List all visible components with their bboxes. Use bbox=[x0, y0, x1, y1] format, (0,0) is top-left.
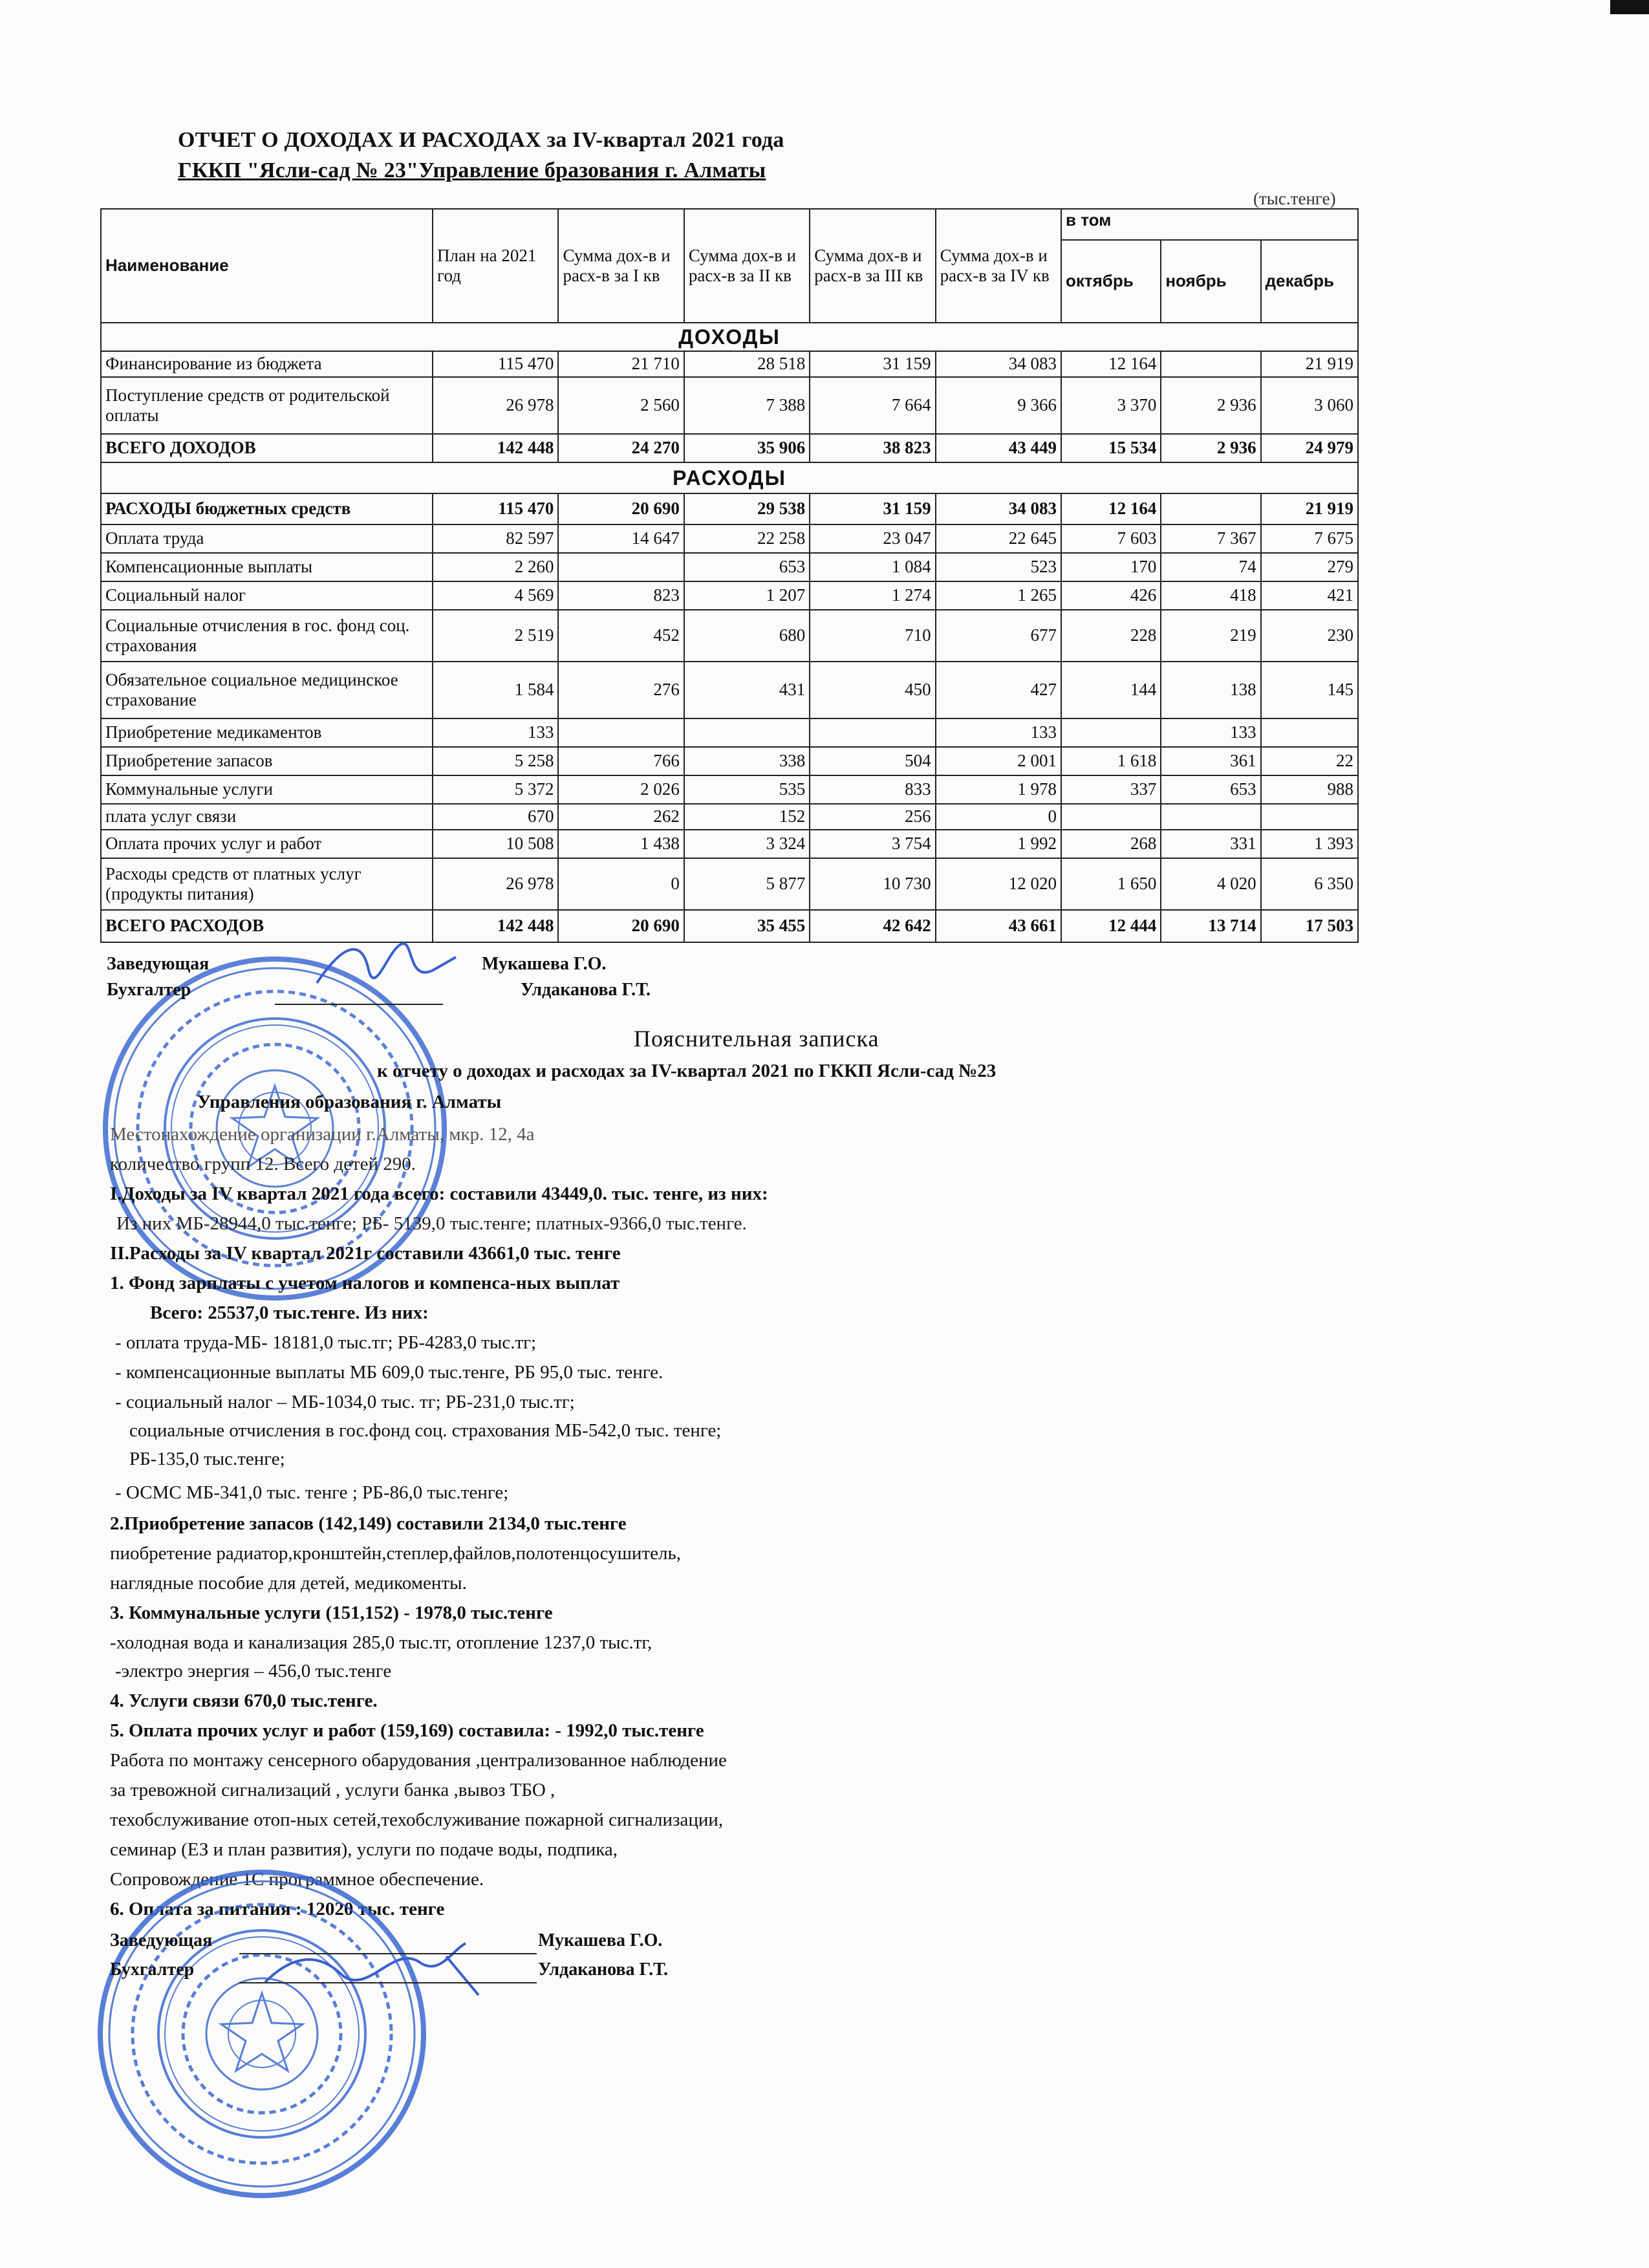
cell-q2 bbox=[684, 718, 810, 747]
section-expense: РАСХОДЫ bbox=[101, 462, 1358, 493]
note-item1-d: социальные отчисления в гос.фонд соц. страхования МБ-542,0 тыс. тенге; bbox=[129, 1420, 722, 1441]
signature1-head-name: Мукашева Г.О. bbox=[482, 954, 607, 974]
table-row bbox=[101, 910, 1358, 942]
cell-q4: 1 978 bbox=[936, 775, 1061, 804]
cell-plan: 26 978 bbox=[433, 858, 558, 910]
cell-oct: 144 bbox=[1061, 662, 1161, 718]
cell-dec: 24 979 bbox=[1261, 434, 1358, 462]
cell-q3: 710 bbox=[810, 610, 935, 662]
note-item1-a: - оплата труда-МБ- 18181,0 тыс.тг; РБ-4283,0 тыс.тг; bbox=[115, 1332, 537, 1353]
cell-nov: 4 020 bbox=[1161, 858, 1260, 910]
cell-q1: 21 710 bbox=[558, 351, 684, 377]
note-item5-e: Сопровождение 1С программное обеспечение. bbox=[110, 1869, 484, 1890]
signature1-accountant-name: Улдаканова Г.Т. bbox=[521, 980, 651, 1000]
cell-oct: 1 618 bbox=[1061, 747, 1161, 775]
cell-nov: 2 936 bbox=[1161, 434, 1260, 462]
signature-accountant-2 bbox=[246, 1930, 517, 2002]
table-row bbox=[101, 524, 1358, 553]
cell-oct: 12 444 bbox=[1061, 910, 1161, 942]
cell-nov: 653 bbox=[1161, 775, 1260, 804]
cell-q1: 20 690 bbox=[558, 493, 684, 524]
cell-plan: 5 372 bbox=[433, 775, 558, 804]
cell-q4: 677 bbox=[936, 610, 1061, 662]
cell-plan: 115 470 bbox=[433, 351, 558, 377]
cell-q3: 256 bbox=[810, 804, 935, 830]
cell-plan: 115 470 bbox=[433, 493, 558, 524]
table-row bbox=[101, 581, 1358, 610]
units-label: (тыс.тенге) bbox=[1253, 189, 1336, 208]
cell-q3: 833 bbox=[810, 775, 935, 804]
note-item1-e: - ОСМС МБ-341,0 тыс. тенге ; РБ-86,0 тыс.тенге; bbox=[115, 1482, 509, 1503]
cell-q3: 504 bbox=[810, 747, 935, 775]
cell-dec: 279 bbox=[1261, 553, 1358, 581]
note-item5-b: за тревожной сигнализаций , услуги банка ,вывоз ТБО , bbox=[110, 1780, 555, 1800]
cell-oct: 426 bbox=[1061, 581, 1161, 610]
cell-q1: 262 bbox=[558, 804, 684, 830]
cell-q2: 653 bbox=[684, 553, 810, 581]
row-name: Компенсационные выплаты bbox=[101, 553, 433, 581]
header-q2: Сумма дох-в и расх-в за II кв bbox=[684, 209, 810, 323]
cell-dec: 21 919 bbox=[1261, 351, 1358, 377]
cell-q1: 14 647 bbox=[558, 524, 684, 553]
cell-q3: 1 274 bbox=[810, 581, 935, 610]
round-seal-stamp-2 bbox=[91, 1863, 433, 2205]
row-name: Приобретение запасов bbox=[101, 747, 433, 775]
table-row bbox=[101, 434, 1358, 462]
cell-dec: 6 350 bbox=[1261, 858, 1358, 910]
cell-plan: 133 bbox=[433, 718, 558, 747]
note-item3-a: -холодная вода и канализация 285,0 тыс.тг, отопление 1237,0 тыс.тг, bbox=[110, 1632, 652, 1653]
cell-q3: 10 730 bbox=[810, 858, 935, 910]
note-title: Пояснительная записка bbox=[634, 1026, 879, 1052]
cell-q1 bbox=[558, 718, 684, 747]
cell-q1: 2 026 bbox=[558, 775, 684, 804]
cell-nov bbox=[1161, 493, 1260, 524]
note-item2-a: пиобретение радиатор,кронштейн,степлер,файлов,полотенцосушитель, bbox=[110, 1543, 681, 1564]
cell-nov: 138 bbox=[1161, 662, 1260, 718]
row-name: РАСХОДЫ бюджетных средств bbox=[101, 493, 433, 524]
cell-oct: 12 164 bbox=[1061, 351, 1161, 377]
cell-plan: 5 258 bbox=[433, 747, 558, 775]
cell-q3: 31 159 bbox=[810, 351, 935, 377]
cell-dec: 421 bbox=[1261, 581, 1358, 610]
cell-oct: 228 bbox=[1061, 610, 1161, 662]
cell-q4: 2 001 bbox=[936, 747, 1061, 775]
cell-plan: 10 508 bbox=[433, 830, 558, 858]
cell-oct bbox=[1061, 718, 1161, 747]
row-name: Финансирование из бюджета bbox=[101, 351, 433, 377]
table-row bbox=[101, 662, 1358, 718]
cell-nov: 219 bbox=[1161, 610, 1260, 662]
row-name: Поступление средств от родительской оплаты bbox=[101, 377, 433, 434]
table-row bbox=[101, 747, 1358, 775]
row-name: Социальный налог bbox=[101, 581, 433, 610]
row-name: ВСЕГО РАСХОДОВ bbox=[101, 910, 433, 942]
note-subtitle-2: Управления образования г. Алматы bbox=[197, 1092, 502, 1112]
note-item1-total: Всего: 25537,0 тыс.тенге. Из них: bbox=[150, 1302, 429, 1323]
signature1-accountant-label: Бухгалтер bbox=[107, 980, 191, 1000]
cell-q3: 3 754 bbox=[810, 830, 935, 858]
cell-q2: 431 bbox=[684, 662, 810, 718]
note-item5-a: Работа по монтажу сенсерного обарудования ,централизованное наблюдение bbox=[110, 1750, 727, 1771]
cell-dec bbox=[1261, 804, 1358, 830]
cell-q4: 43 661 bbox=[936, 910, 1061, 942]
cell-plan: 142 448 bbox=[433, 434, 558, 462]
signature2-head-line bbox=[239, 1953, 537, 1954]
header-dec: декабрь bbox=[1261, 240, 1358, 323]
cell-dec: 21 919 bbox=[1261, 493, 1358, 524]
table-row bbox=[101, 493, 1358, 524]
cell-dec bbox=[1261, 718, 1358, 747]
table-row bbox=[101, 610, 1358, 662]
cell-q4: 34 083 bbox=[936, 351, 1061, 377]
cell-nov bbox=[1161, 351, 1260, 377]
cell-plan: 1 584 bbox=[433, 662, 558, 718]
row-name: плата услуг связи bbox=[101, 804, 433, 830]
cell-nov: 331 bbox=[1161, 830, 1260, 858]
cell-q4: 43 449 bbox=[936, 434, 1061, 462]
row-name: Приобретение медикаментов bbox=[101, 718, 433, 747]
cell-oct: 1 650 bbox=[1061, 858, 1161, 910]
header-name: Наименование bbox=[101, 209, 433, 323]
row-name: Оплата труда bbox=[101, 524, 433, 553]
note-item1-d2: РБ-135,0 тыс.тенге; bbox=[129, 1449, 285, 1469]
note-location: Местонахождение организации г.Алматы, мкр. 12, 4а bbox=[110, 1124, 535, 1145]
cell-q3: 31 159 bbox=[810, 493, 935, 524]
cell-q2: 7 388 bbox=[684, 377, 810, 434]
table-row bbox=[101, 377, 1358, 434]
row-name: Оплата прочих услуг и работ bbox=[101, 830, 433, 858]
cell-q2: 338 bbox=[684, 747, 810, 775]
cell-q3: 23 047 bbox=[810, 524, 935, 553]
header-q1: Сумма дох-в и расх-в за I кв bbox=[558, 209, 684, 323]
note-expense-head: II.Расходы за IV квартал 2021г составили 43661,0 тыс. тенге bbox=[110, 1243, 621, 1264]
cell-dec: 145 bbox=[1261, 662, 1358, 718]
cell-oct bbox=[1061, 804, 1161, 830]
note-item3: 3. Коммунальные услуги (151,152) - 1978,0 тыс.тенге bbox=[110, 1603, 553, 1623]
cell-q1: 823 bbox=[558, 581, 684, 610]
signature2-accountant-line bbox=[239, 1982, 537, 1983]
cell-q2: 35 906 bbox=[684, 434, 810, 462]
cell-q4: 12 020 bbox=[936, 858, 1061, 910]
note-groups: количество групп 12. Всего детей 290. bbox=[110, 1154, 416, 1174]
cell-plan: 4 569 bbox=[433, 581, 558, 610]
cell-q3 bbox=[810, 718, 935, 747]
cell-q1 bbox=[558, 553, 684, 581]
table-row bbox=[101, 858, 1358, 910]
signature-head-1 bbox=[304, 931, 466, 1002]
cell-oct: 7 603 bbox=[1061, 524, 1161, 553]
note-item4: 4. Услуги связи 670,0 тыс.тенге. bbox=[110, 1690, 378, 1711]
report-subtitle: ГККП "Ясли-сад № 23"Управление бразования г. Алматы bbox=[178, 158, 766, 182]
cell-plan: 670 bbox=[433, 804, 558, 830]
cell-oct: 3 370 bbox=[1061, 377, 1161, 434]
cell-dec: 17 503 bbox=[1261, 910, 1358, 942]
header-q4: Сумма дох-в и расх-в за IV кв bbox=[936, 209, 1061, 323]
expense-rows bbox=[101, 493, 1358, 942]
signature1-accountant-line bbox=[275, 1004, 443, 1005]
signature2-accountant-label: Бухгалтер bbox=[110, 1960, 195, 1980]
cell-q2: 1 207 bbox=[684, 581, 810, 610]
cell-nov: 7 367 bbox=[1161, 524, 1260, 553]
cell-q1: 24 270 bbox=[558, 434, 684, 462]
cell-q4: 1 265 bbox=[936, 581, 1061, 610]
cell-dec: 988 bbox=[1261, 775, 1358, 804]
cell-nov: 133 bbox=[1161, 718, 1260, 747]
table-row bbox=[101, 351, 1358, 377]
cell-q1: 20 690 bbox=[558, 910, 684, 942]
cell-oct: 15 534 bbox=[1061, 434, 1161, 462]
cell-q4: 133 bbox=[936, 718, 1061, 747]
cell-q4: 34 083 bbox=[936, 493, 1061, 524]
signature2-accountant-name: Улдаканова Г.Т. bbox=[538, 1960, 669, 1980]
cell-q1: 1 438 bbox=[558, 830, 684, 858]
cell-nov: 2 936 bbox=[1161, 377, 1260, 434]
cell-q4: 427 bbox=[936, 662, 1061, 718]
cell-dec: 22 bbox=[1261, 747, 1358, 775]
cell-q2: 152 bbox=[684, 804, 810, 830]
section-income: ДОХОДЫ bbox=[101, 323, 1358, 351]
cell-q2: 5 877 bbox=[684, 858, 810, 910]
cell-plan: 2 519 bbox=[433, 610, 558, 662]
cell-oct: 337 bbox=[1061, 775, 1161, 804]
cell-q2: 35 455 bbox=[684, 910, 810, 942]
scan-edge-mark bbox=[1610, 0, 1649, 14]
cell-q3: 38 823 bbox=[810, 434, 935, 462]
note-item2: 2.Приобретение запасов (142,149) составили 2134,0 тыс.тенге bbox=[110, 1513, 627, 1534]
note-item5-d: семинар (ЕЗ и план развития), услуги по подаче воды, подпика, bbox=[110, 1839, 618, 1860]
cell-dec: 3 060 bbox=[1261, 377, 1358, 434]
cell-q1: 2 560 bbox=[558, 377, 684, 434]
cell-plan: 142 448 bbox=[433, 910, 558, 942]
header-plan: План на 2021 год bbox=[433, 209, 558, 323]
note-income-head: I.Доходы за IV квартал 2021 года всего: составили 43449,0. тыс. тенге, из них: bbox=[110, 1183, 768, 1204]
cell-oct: 268 bbox=[1061, 830, 1161, 858]
table-row bbox=[101, 804, 1358, 830]
table-row bbox=[101, 830, 1358, 858]
note-item6: 6. Оплата за питания : 12020 тыс. тенге bbox=[110, 1899, 445, 1919]
cell-q2: 535 bbox=[684, 775, 810, 804]
row-name: Социальные отчисления в гос. фонд соц. страхования bbox=[101, 610, 433, 662]
cell-q1: 276 bbox=[558, 662, 684, 718]
signature2-head-label: Заведующая bbox=[110, 1930, 213, 1950]
cell-q2: 22 258 bbox=[684, 524, 810, 553]
row-name: Обязательное социальное медицинское страхование bbox=[101, 662, 433, 718]
header-oct: октябрь bbox=[1061, 240, 1161, 323]
note-item1-c: - социальный налог – МБ-1034,0 тыс. тг; РБ-231,0 тыс.тг; bbox=[115, 1392, 575, 1412]
cell-nov: 361 bbox=[1161, 747, 1260, 775]
cell-q4: 22 645 bbox=[936, 524, 1061, 553]
note-item2-b: наглядные пособие для детей, медикоменты. bbox=[110, 1573, 467, 1593]
note-item1-b: - компенсационные выплаты МБ 609,0 тыс.тенге, РБ 95,0 тыс. тенге. bbox=[115, 1362, 663, 1383]
cell-oct: 12 164 bbox=[1061, 493, 1161, 524]
note-subtitle: к отчету о доходах и расходах за IV-квартал 2021 по ГККП Ясли-сад №23 bbox=[377, 1061, 997, 1081]
cell-q4: 523 bbox=[936, 553, 1061, 581]
cell-q2: 3 324 bbox=[684, 830, 810, 858]
row-name: Расходы средств от платных услуг (продукты питания) bbox=[101, 858, 433, 910]
cell-q2: 29 538 bbox=[684, 493, 810, 524]
cell-q3: 7 664 bbox=[810, 377, 935, 434]
cell-nov: 13 714 bbox=[1161, 910, 1260, 942]
cell-q4: 9 366 bbox=[936, 377, 1061, 434]
cell-q4: 1 992 bbox=[936, 830, 1061, 858]
cell-nov: 418 bbox=[1161, 581, 1260, 610]
cell-plan: 82 597 bbox=[433, 524, 558, 553]
cell-q4: 0 bbox=[936, 804, 1061, 830]
cell-dec: 230 bbox=[1261, 610, 1358, 662]
signature2-head-name: Мукашева Г.О. bbox=[538, 1930, 663, 1950]
note-item5-c: техобслуживание отоп-ных сетей,техобслуживание пожарной сигнализации, bbox=[110, 1809, 724, 1830]
row-name: ВСЕГО ДОХОДОВ bbox=[101, 434, 433, 462]
table-row bbox=[101, 775, 1358, 804]
note-item5: 5. Оплата прочих услуг и работ (159,169) составила: - 1992,0 тыс.тенге bbox=[110, 1720, 704, 1741]
cell-q3: 42 642 bbox=[810, 910, 935, 942]
note-item3-b: -электро энергия – 456,0 тыс.тенге bbox=[115, 1661, 392, 1681]
table-row bbox=[101, 553, 1358, 581]
cell-q1: 452 bbox=[558, 610, 684, 662]
table-row bbox=[101, 718, 1358, 747]
row-name: Коммунальные услуги bbox=[101, 775, 433, 804]
cell-dec: 1 393 bbox=[1261, 830, 1358, 858]
signature1-head-label: Заведующая bbox=[107, 954, 210, 974]
cell-q2: 680 bbox=[684, 610, 810, 662]
cell-q3: 450 bbox=[810, 662, 935, 718]
header-in-that: в том bbox=[1061, 209, 1358, 240]
header-q3: Сумма дох-в и расх-в за III кв bbox=[810, 209, 935, 323]
cell-dec: 7 675 bbox=[1261, 524, 1358, 553]
header-nov: ноябрь bbox=[1161, 240, 1260, 323]
cell-q1: 766 bbox=[558, 747, 684, 775]
cell-plan: 26 978 bbox=[433, 377, 558, 434]
cell-q1: 0 bbox=[558, 858, 684, 910]
cell-q2: 28 518 bbox=[684, 351, 810, 377]
cell-q3: 1 084 bbox=[810, 553, 935, 581]
income-expense-table bbox=[100, 208, 1359, 943]
cell-plan: 2 260 bbox=[433, 553, 558, 581]
note-income-detail: Из них МБ-28944,0 тыс.тенге; РБ- 5139,0 тыс.тенге; платных-9366,0 тыс.тенге. bbox=[116, 1213, 747, 1234]
cell-nov: 74 bbox=[1161, 553, 1260, 581]
cell-oct: 170 bbox=[1061, 553, 1161, 581]
report-title: ОТЧЕТ О ДОХОДАХ И РАСХОДАХ за IV-квартал 2021 года bbox=[178, 128, 784, 152]
income-rows bbox=[101, 351, 1358, 462]
cell-nov bbox=[1161, 804, 1260, 830]
note-item1: 1. Фонд зарплаты с учетом налогов и компенса-ных выплат bbox=[110, 1273, 620, 1293]
